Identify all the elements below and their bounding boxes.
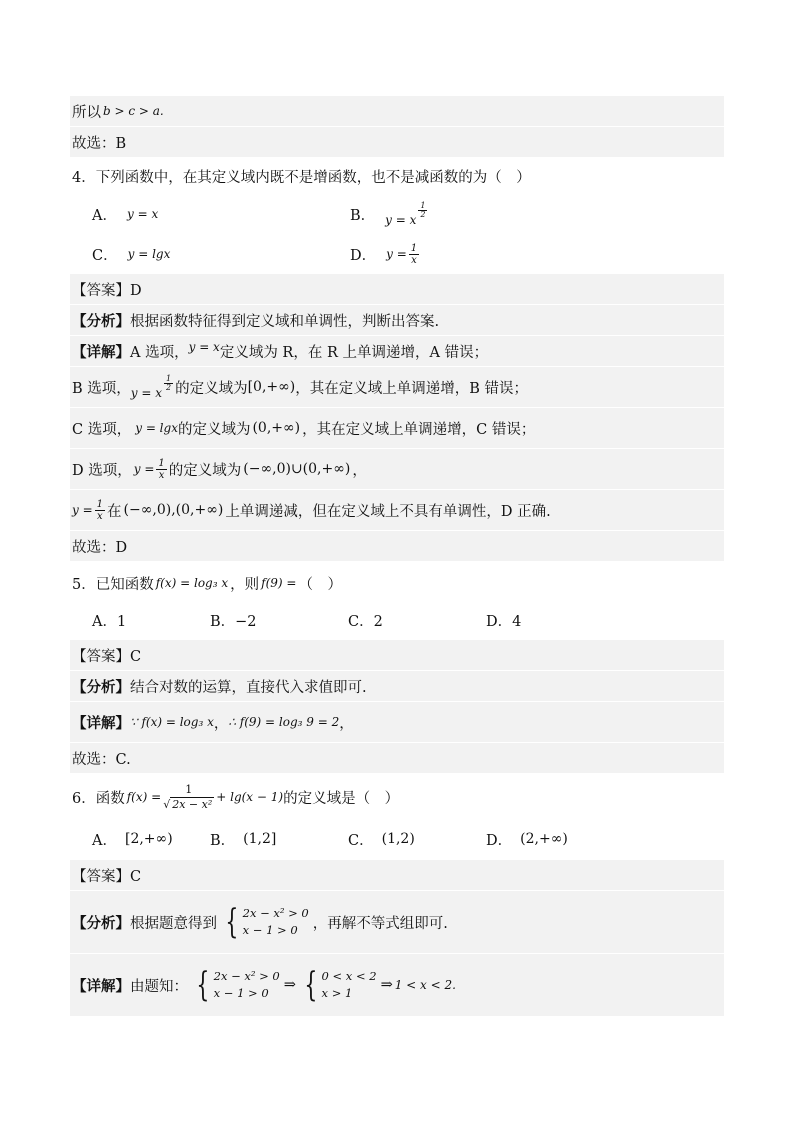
q4-option-d	[350, 243, 421, 266]
q6-detail-system2-line1: 0 < x < 2	[321, 969, 377, 983]
q4-option-b-exp-num: 1	[420, 200, 426, 210]
q6-option-b	[210, 829, 348, 850]
q4-option-c-label: C．	[92, 247, 118, 264]
q4-detail-b-exponent	[164, 375, 173, 392]
q4-option-b-label: B．	[350, 207, 376, 224]
prev-conclusion-text: 所以	[72, 104, 101, 121]
q5-option-c: C．2	[348, 613, 383, 630]
prev-choice: 故选：B	[72, 135, 127, 152]
q5-stem	[70, 562, 724, 604]
q4-option-b-exponent	[418, 202, 427, 219]
q4-answer-line	[70, 274, 724, 305]
q4-detail-b-exp-num: 1	[166, 373, 172, 383]
q4-option-c	[92, 244, 350, 265]
q6-analysis-line	[70, 891, 724, 954]
q4-analysis-text: 根据函数特征得到定义域和单调性，判断出答案.	[130, 313, 440, 330]
q6-analysis-tag: 【分析】	[72, 914, 130, 932]
q4-detail-d-pre: D 选项，	[72, 462, 132, 479]
q4-detail-d-fraction	[156, 458, 166, 481]
q6-detail-brace2: {	[304, 965, 318, 1005]
q6-option-a	[92, 829, 210, 850]
q5-stem-mid: ，则	[230, 576, 260, 593]
q4-choice: 故选：D	[72, 539, 128, 556]
q5-option-a: A．1	[92, 613, 127, 630]
q4-option-a	[92, 204, 350, 225]
q4-stem	[70, 158, 724, 194]
q6-analysis-system-line2: x − 1 > 0	[242, 923, 298, 937]
q4-detail-d-line	[70, 449, 724, 490]
q4-analysis-line	[70, 305, 724, 336]
q6-detail-arrow2: ⇒	[380, 977, 393, 993]
q6-option-d-label: D．	[486, 832, 513, 849]
q5-detail-post: ，	[339, 715, 354, 732]
q6-stem-num: 1	[171, 783, 206, 798]
q4-detail-c-line	[70, 408, 724, 449]
q5-analysis-text: 结合对数的运算，直接代入求值即可.	[130, 679, 367, 696]
q4-option-d-expr: y =	[386, 247, 407, 261]
q4-detail-a-post: 定义域为 R，在 R 上单调递增，A 错误；	[219, 344, 489, 361]
q4-choice-line	[70, 531, 724, 562]
q5-detail-expr1: ∵ f(x) = log₃ x	[130, 715, 214, 729]
q6-option-b-value: (1,2]	[243, 831, 277, 847]
q4-detail-b-expr	[130, 373, 175, 402]
q6-stem-fx: f(x) =	[126, 790, 162, 804]
q6-option-a-value: [2,+∞)	[124, 831, 173, 847]
q4-detail-b-mid: 的定义域为	[175, 380, 248, 397]
q6-option-c-label: C．	[348, 832, 374, 849]
q6-option-c	[348, 829, 486, 850]
q6-option-d	[486, 829, 568, 850]
q4-detail-d-expr: y =	[133, 462, 155, 476]
q5-detail-line	[70, 702, 724, 743]
q6-options	[70, 820, 724, 858]
q4-detail-b-exp-den: 2	[166, 382, 172, 392]
q6-option-b-label: B．	[210, 832, 236, 849]
q4-option-c-expr: y = lgx	[127, 247, 171, 261]
q4-options-row-2	[70, 234, 724, 274]
q4-detail-e-line	[70, 490, 724, 531]
q6-detail-system1-lines	[214, 968, 280, 1002]
q6-analysis-system-line1: 2x − x² > 0	[242, 906, 309, 920]
prev-solution-block	[70, 96, 724, 158]
q6-analysis-system	[221, 902, 309, 942]
q5-choice: 故选：C.	[72, 751, 131, 768]
q6-detail-system1	[192, 965, 280, 1005]
q4-detail-e-post: 上单调递减，但在定义域上不具有单调性，D 正确.	[225, 503, 551, 520]
q4-detail-b-pre: B 选项，	[72, 380, 131, 397]
q6-option-a-label: A．	[92, 832, 117, 849]
q6-detail-result: 1 < x < 2.	[394, 978, 456, 992]
q4-detail-b-base: y = x	[130, 385, 162, 400]
q4-detail-e-num: 1	[96, 498, 104, 510]
q4-detail-a-line	[70, 336, 724, 367]
q5-stem-pre: 5．已知函数	[72, 576, 154, 593]
q6-detail-system2-lines	[322, 968, 377, 1002]
q5-choice-line	[70, 743, 724, 774]
q4-option-d-fraction	[409, 243, 419, 266]
q6-detail-brace1: {	[196, 965, 210, 1005]
q4-option-d-den: x	[411, 254, 417, 266]
q4-detail-d-mid: 的定义域为	[168, 462, 242, 479]
q4-analysis-tag: 【分析】	[72, 312, 130, 330]
q6-detail-line	[70, 954, 724, 1017]
q6-analysis-pre: 根据题意得到	[130, 915, 217, 932]
q6-detail-system1-line2: x − 1 > 0	[213, 986, 269, 1000]
q4-solution-block	[70, 274, 724, 562]
q4-option-d-num: 1	[410, 242, 418, 254]
q5-analysis-tag: 【分析】	[72, 678, 130, 696]
q5-option-d: D．4	[486, 613, 522, 630]
q5-analysis-line	[70, 671, 724, 702]
q4-detail-c-mid: 的定义域为	[177, 421, 251, 438]
q6-stem-post: 的定义域是（ ）	[283, 790, 400, 807]
q4-option-d-label: D．	[350, 247, 377, 264]
q6-detail-arrow1: ⇒	[283, 977, 296, 993]
q5-answer-line	[70, 640, 724, 671]
q4-detail-b-post: ，其在定义域上单调递增，B 错误；	[295, 380, 529, 397]
q5-solution-block	[70, 640, 724, 774]
q6-analysis-system-lines	[243, 905, 309, 939]
q4-options-row-1	[70, 194, 724, 234]
q6-answer-line	[70, 860, 724, 891]
q4-detail-e-den: x	[97, 510, 103, 522]
q6-option-d-value: (2,+∞)	[520, 831, 568, 847]
q6-stem	[70, 774, 724, 820]
q4-detail-e-mid: 在	[107, 503, 122, 520]
q4-detail-d-num: 1	[158, 457, 165, 469]
q6-detail-tag: 【详解】	[72, 977, 130, 995]
q4-option-b-expr	[385, 200, 429, 229]
q5-stem-post: （ ）	[298, 576, 342, 593]
q5-option-b: B．−2	[210, 613, 257, 630]
q6-detail-system2-line2: x > 1	[321, 986, 353, 1000]
q6-solution-block	[70, 860, 724, 1017]
q5-options	[70, 604, 724, 636]
q6-analysis-brace: {	[225, 902, 239, 942]
q6-stem-tail: + lg(x − 1)	[216, 790, 284, 804]
q5-stem-expr: f(x) = log₃ x	[155, 576, 229, 590]
q4-stem-text: 4．下列函数中，在其定义域内既不是增函数，也不是减函数的为（ ）	[72, 169, 531, 186]
q4-detail-c-domain: (0,+∞)	[252, 420, 301, 436]
q5-detail-expr2: ∴ f(9) = log₃ 9 = 2	[228, 715, 340, 729]
q5-detail-mid: ，	[213, 715, 229, 732]
q6-stem-den: 2x − x²	[172, 797, 213, 811]
q4-option-b-base: y = x	[385, 212, 417, 227]
q6-stem-pre: 6．函数	[72, 790, 125, 807]
q4-option-a-label: A．	[92, 207, 117, 224]
q6-answer: 【答案】C	[72, 868, 142, 885]
q4-detail-c-expr: y = lgx	[135, 421, 178, 435]
q5-stem-expr2: f(9) =	[261, 576, 297, 590]
q4-detail-c-pre: C 选项，	[72, 421, 132, 438]
q6-stem-fraction	[163, 783, 214, 812]
prev-choice-line	[70, 127, 724, 158]
q4-detail-d-domain: (−∞,0)∪(0,+∞)	[243, 461, 351, 477]
prev-conclusion-expr: b > c > a.	[103, 104, 164, 118]
q4-detail-c-post: ，其在定义域上单调递增，C 错误；	[302, 421, 536, 438]
q5-detail-tag: 【详解】	[72, 714, 130, 732]
prev-conclusion-line	[70, 96, 724, 127]
q6-detail-system1-line1: 2x − x² > 0	[213, 969, 280, 983]
q4-detail-a-expr: y = x	[188, 340, 220, 354]
q4-option-a-expr: y = x	[126, 207, 159, 221]
q4-detail-a-pre: A 选项，	[130, 344, 189, 361]
q6-stem-den-wrap: √ 2x − x²	[163, 797, 213, 811]
q4-detail-e-domain: (−∞,0),(0,+∞)	[123, 502, 224, 518]
q4-detail-e-fraction	[95, 499, 105, 522]
q4-option-b	[350, 200, 429, 227]
q4-detail-e-expr: y =	[72, 503, 93, 517]
q4-detail-tag: 【详解】	[72, 343, 130, 361]
q4-detail-b-domain: [0,+∞)	[247, 379, 296, 395]
q4-option-b-exp-den: 2	[420, 209, 426, 219]
q5-answer: 【答案】C	[72, 648, 142, 665]
q4-answer: 【答案】D	[72, 282, 142, 299]
q6-analysis-post: ，再解不等式组即可.	[312, 915, 448, 932]
q6-option-c-value: (1,2)	[381, 831, 415, 847]
q4-detail-d-post: ，	[352, 462, 367, 479]
q6-detail-system2	[300, 965, 377, 1005]
q6-detail-pre: 由题知：	[130, 978, 188, 995]
q4-detail-b-line	[70, 367, 724, 408]
q4-detail-d-den: x	[158, 469, 165, 481]
document-page	[70, 96, 724, 1017]
